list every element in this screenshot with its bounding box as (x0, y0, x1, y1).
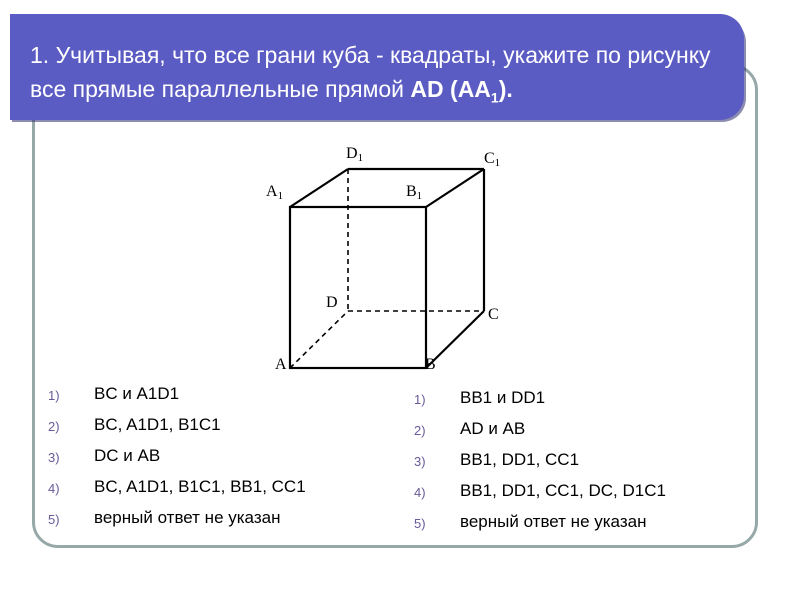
option-number: 5) (414, 516, 426, 531)
option-number: 1) (414, 392, 426, 407)
option-text: BC и A1D1 (94, 384, 180, 403)
label-c1: C1 (484, 150, 501, 169)
label-a: A (275, 356, 287, 372)
cube-diagram (256, 140, 516, 372)
face-front (290, 207, 426, 368)
option-number: 2) (414, 423, 426, 438)
option-number: 5) (48, 512, 60, 527)
option-text: BB1, DD1, CC1 (460, 450, 580, 469)
option-text: BB1 и DD1 (460, 388, 546, 407)
label-b1: B1 (406, 183, 423, 202)
option-text: верный ответ не указан (94, 508, 281, 527)
question-text: 1. Учитывая, что все грани куба - квадраты, укажите по рисунку все прямые параллельные прямой (30, 42, 711, 102)
option-text: верный ответ не указан (460, 512, 647, 531)
option-text: BC, A1D1, B1C1 (94, 415, 221, 434)
question-title (30, 38, 730, 115)
option-number: 3) (414, 454, 426, 469)
question-line-sub: 1 (490, 89, 499, 106)
question-dot: . (506, 76, 513, 102)
label-b: B (425, 356, 436, 372)
option-number: 4) (48, 481, 60, 496)
option-text: DC и AB (94, 446, 161, 465)
question-line-bold: AD (AA (410, 76, 491, 102)
label-d: D (326, 294, 338, 311)
edge-b1c1 (426, 169, 484, 207)
label-c: C (488, 306, 499, 323)
label-d1: D1 (346, 145, 364, 164)
option-number: 2) (48, 419, 60, 434)
option-number: 4) (414, 485, 426, 500)
option-number: 3) (48, 450, 60, 465)
edge-ad (290, 311, 348, 368)
label-a1: A1 (266, 183, 284, 202)
option-text: BB1, DD1, CC1, DC, D1C1 (460, 481, 666, 500)
edge-a1d1 (290, 169, 348, 207)
option-text: BC, A1D1, B1C1, BB1, CC1 (94, 477, 306, 496)
question-line-close: ) (498, 76, 507, 102)
option-text: AD и AB (460, 419, 526, 438)
option-number: 1) (48, 388, 60, 403)
